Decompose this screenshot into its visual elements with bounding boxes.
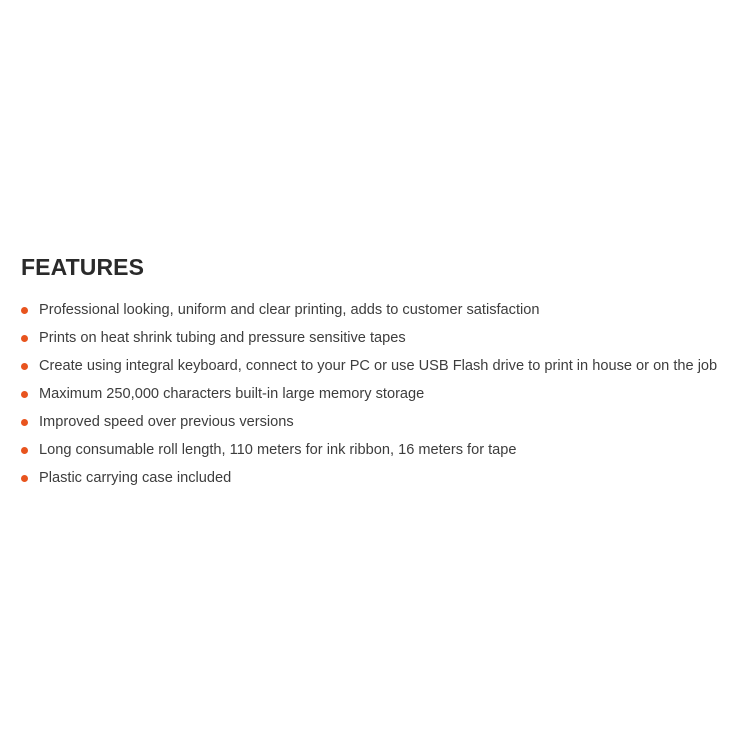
features-list xyxy=(21,296,745,492)
bullet-icon xyxy=(21,363,28,370)
list-item xyxy=(21,352,745,380)
feature-text: Plastic carrying case included xyxy=(39,470,232,486)
features-section xyxy=(21,252,745,492)
list-item xyxy=(21,464,745,492)
list-item xyxy=(21,408,745,436)
bullet-icon xyxy=(21,307,28,314)
list-item xyxy=(21,436,745,464)
bullet-icon xyxy=(21,475,28,482)
feature-text: Long consumable roll length, 110 meters for ink ribbon, 16 meters for tape xyxy=(39,442,517,458)
feature-text: Create using integral keyboard, connect to your PC or use USB Flash drive to print in house or on the job xyxy=(39,358,718,374)
features-heading: FEATURES xyxy=(21,254,145,280)
feature-text: Improved speed over previous versions xyxy=(39,414,294,430)
feature-text: Maximum 250,000 characters built-in large memory storage xyxy=(39,386,425,402)
bullet-icon xyxy=(21,335,28,342)
bullet-icon xyxy=(21,447,28,454)
bullet-icon xyxy=(21,391,28,398)
list-item xyxy=(21,324,745,352)
list-item xyxy=(21,380,745,408)
feature-text: Prints on heat shrink tubing and pressure sensitive tapes xyxy=(39,330,406,346)
list-item xyxy=(21,296,745,324)
bullet-icon xyxy=(21,419,28,426)
feature-text: Professional looking, uniform and clear printing, adds to customer satisfaction xyxy=(39,302,540,318)
